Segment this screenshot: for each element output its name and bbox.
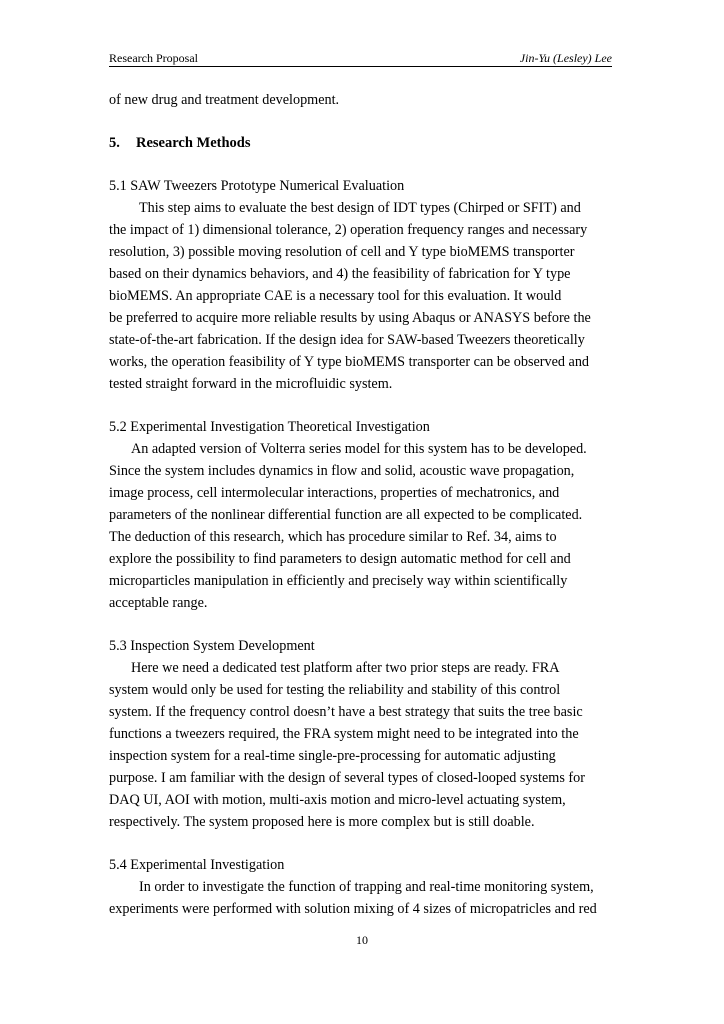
subsection-list — [109, 175, 612, 920]
continuation-line: of new drug and treatment development. — [109, 92, 340, 108]
paragraph-line: parameters of the nonlinear differential function are all expected to be complicated. — [109, 507, 583, 523]
paragraph-line: be preferred to acquire more reliable results by using Abaqus or ANASYS before the — [109, 310, 591, 326]
paragraph-line: works, the operation feasibility of Y type bioMEMS transporter can be observed and — [109, 354, 590, 370]
paragraph-line: DAQ UI, AOI with motion, multi-axis motion and micro-level actuating system, — [109, 792, 566, 808]
subsection-heading: 5.3 Inspection System Development — [109, 638, 315, 654]
paragraph — [109, 197, 612, 395]
paragraph-line: resolution, 3) possible moving resolution of cell and Y type bioMEMS transporter — [109, 244, 575, 260]
paragraph-line: respectively. The system proposed here is more complex but is still doable. — [109, 814, 535, 830]
paragraph-line: experiments were performed with solution mixing of 4 sizes of micropatricles and red — [109, 901, 597, 917]
document-body — [109, 89, 612, 920]
paragraph-line: inspection system for a real-time single-pre-processing for automatic adjusting — [109, 748, 556, 764]
paragraph-line: microparticles manipulation in efficiently and precisely way within scientifically — [109, 573, 568, 589]
paragraph-line: functions a tweezers required, the FRA system might need to be integrated into the — [109, 726, 579, 742]
section-number: 5. — [109, 135, 120, 151]
paragraph-line: In order to investigate the function of trapping and real-time monitoring system, — [139, 879, 594, 895]
paragraph-line: Here we need a dedicated test platform after two prior steps are ready. FRA — [131, 660, 560, 676]
paragraph-line: bioMEMS. An appropriate CAE is a necessary tool for this evaluation. It would — [109, 288, 562, 304]
paragraph-line: explore the possibility to find parameters to design automatic method for cell and — [109, 551, 571, 567]
paragraph-line: system. If the frequency control doesn’t have a best strategy that suits the tree basic — [109, 704, 583, 720]
paragraph — [109, 657, 612, 833]
subsection-heading: 5.1 SAW Tweezers Prototype Numerical Evaluation — [109, 178, 405, 194]
paragraph-line: The deduction of this research, which has procedure similar to Ref. 34, aims to — [109, 529, 557, 545]
running-header — [109, 50, 612, 67]
paragraph-line: system would only be used for testing the reliability and stability of this control — [109, 682, 561, 698]
paragraph-line: This step aims to evaluate the best design of IDT types (Chirped or SFIT) and — [139, 200, 581, 216]
paragraph — [109, 438, 612, 614]
paragraph-line: tested straight forward in the microfluidic system. — [109, 376, 393, 392]
paragraph — [109, 876, 612, 920]
section-title: Research Methods — [136, 135, 251, 151]
paragraph-line: state-of-the-art fabrication. If the design idea for SAW-based Tweezers theoretically — [109, 332, 585, 348]
paragraph-line: An adapted version of Volterra series model for this system has to be developed. — [131, 441, 587, 457]
paragraph-line: purpose. I am familiar with the design of several types of closed-looped systems for — [109, 770, 585, 786]
section-heading — [109, 132, 612, 154]
paragraph-line: the impact of 1) dimensional tolerance, 2) operation frequency ranges and necessary — [109, 222, 588, 238]
header-author: Jin-Yu (Lesley) Lee — [519, 51, 612, 65]
paragraph-line: image process, cell intermolecular interactions, properties of mechatronics, and — [109, 485, 560, 501]
header-left-text: Research Proposal — [109, 51, 198, 65]
subsection-heading: 5.2 Experimental Investigation Theoretical Investigation — [109, 419, 430, 435]
page-number: 10 — [356, 933, 368, 947]
paragraph-line: based on their dynamics behaviors, and 4) the feasibility of fabrication for Y type — [109, 266, 571, 282]
paragraph-line: Since the system includes dynamics in flow and solid, acoustic wave propagation, — [109, 463, 575, 479]
subsection-heading: 5.4 Experimental Investigation — [109, 857, 285, 873]
paragraph-line: acceptable range. — [109, 595, 208, 611]
